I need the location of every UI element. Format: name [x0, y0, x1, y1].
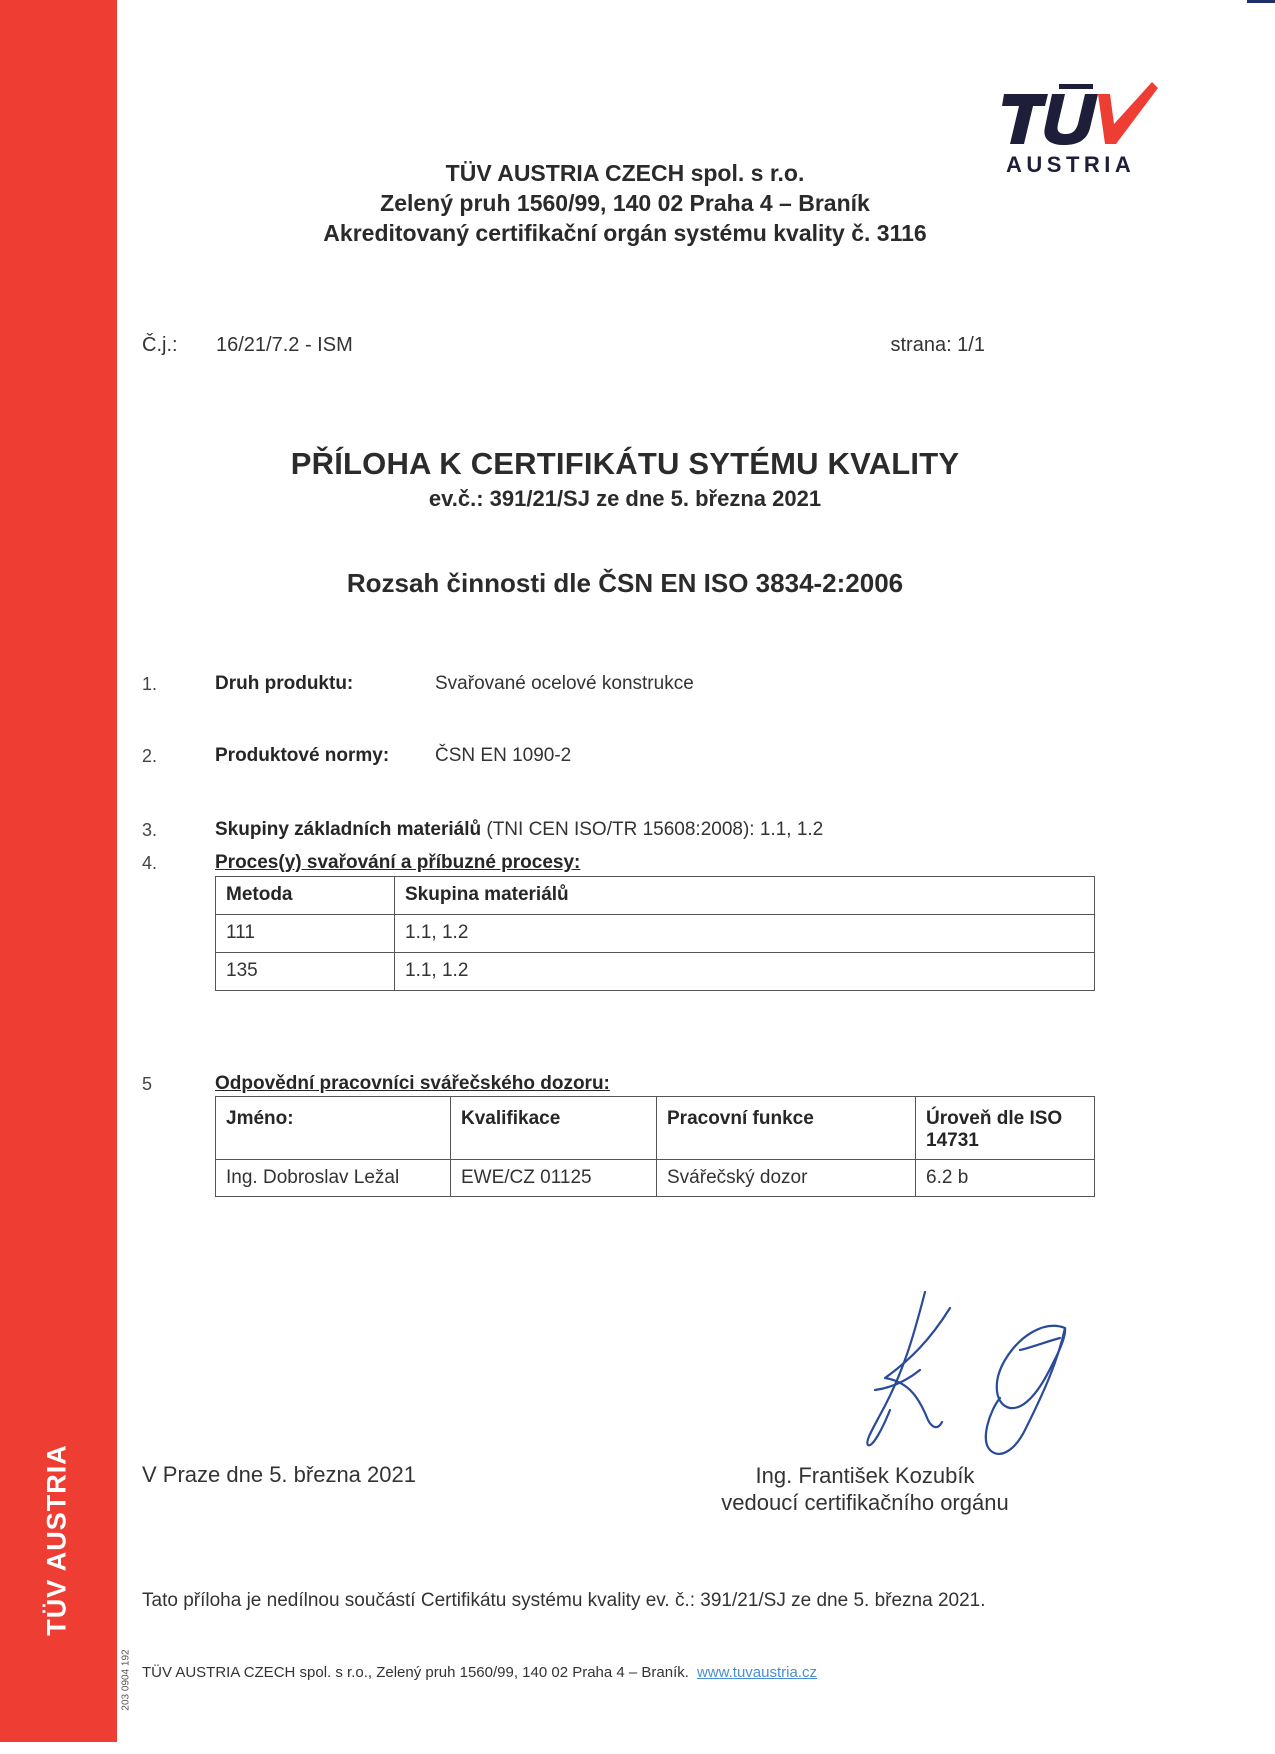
- accreditation-line: Akreditovaný certifikační orgán systému kvality č. 3116: [323, 220, 927, 246]
- scope-heading: Rozsah činnosti dle ČSN EN ISO 3834-2:2006: [346, 568, 904, 598]
- reference-number: 16/21/7.2 - ISM: [216, 334, 353, 356]
- sidebar-red-band: [0, 0, 117, 1742]
- staff-table: [215, 1096, 1095, 1197]
- issuer-header: [230, 158, 1020, 248]
- table-cell: Ing. Dobroslav Ležal: [216, 1160, 451, 1197]
- title-main: PŘÍLOHA K CERTIFIKÁTU SYTÉMU KVALITY: [290, 446, 960, 481]
- column-header: Jméno:: [216, 1097, 451, 1160]
- logo-text-austria: AUSTRIA: [1006, 152, 1136, 177]
- signer-role: vedoucí certifikačního orgánu: [721, 1490, 1009, 1515]
- item-3-value: (TNI CEN ISO/TR 15608:2008): 1.1, 1.2: [481, 819, 824, 840]
- item-3-number: 3.: [142, 820, 158, 840]
- item-3-label: Skupiny základních materiálů: [215, 819, 482, 840]
- item-4-label: Proces(y) svařování a příbuzné procesy:: [215, 852, 581, 873]
- page-number: strana: 1/1: [890, 334, 985, 356]
- item-2-number: 2.: [142, 746, 158, 766]
- sidebar-brand-text: TÜV AUSTRIA: [41, 1444, 72, 1636]
- document-title: [200, 446, 1050, 512]
- company-name: TÜV AUSTRIA CZECH spol. s r.o.: [445, 160, 805, 186]
- signer-block: [700, 1462, 1030, 1516]
- column-header: Metoda: [216, 877, 395, 915]
- table-cell: 135: [216, 953, 395, 991]
- website-link[interactable]: www.tuvaustria.cz: [696, 1664, 817, 1681]
- footer-address: TÜV AUSTRIA CZECH spol. s r.o., Zelený pruh 1560/99, 140 02 Praha 4 – Braník.: [142, 1664, 689, 1681]
- signer-name: Ing. František Kozubík: [755, 1463, 975, 1488]
- table-header-row: [216, 1097, 1095, 1160]
- reference-label: Č.j.:: [142, 334, 178, 356]
- tuv-logo-icon: [1002, 82, 1162, 152]
- item-5-number: 5: [142, 1074, 153, 1094]
- table-cell: 1.1, 1.2: [395, 953, 1095, 991]
- table-row: [216, 1160, 1095, 1197]
- tuv-austria-logo: [1002, 82, 1162, 182]
- column-header: Kvalifikace: [451, 1097, 657, 1160]
- item-3-line: [215, 819, 823, 841]
- column-header: Úroveň dle ISO 14731: [916, 1097, 1095, 1160]
- table-row: [216, 915, 1095, 953]
- table-cell: 111: [216, 915, 395, 953]
- item-5-label: Odpovědní pracovníci svářečského dozoru:: [215, 1073, 610, 1094]
- process-table: [215, 876, 1095, 991]
- handwritten-signature: [820, 1290, 1100, 1470]
- corner-mark: [1247, 0, 1275, 3]
- table-cell: Svářečský dozor: [657, 1160, 916, 1197]
- item-2-label: Produktové normy:: [215, 745, 390, 766]
- item-1-number: 1.: [142, 674, 158, 694]
- title-certificate-number: ev.č.: 391/21/SJ ze dne 5. března 2021: [428, 486, 822, 511]
- column-header: Pracovní funkce: [657, 1097, 916, 1160]
- item-2-value: ČSN EN 1090-2: [435, 745, 572, 766]
- table-cell: 1.1, 1.2: [395, 915, 1095, 953]
- table-header-row: [216, 877, 1095, 915]
- form-code: 203 0904 192: [120, 1649, 132, 1711]
- table-cell: EWE/CZ 01125: [451, 1160, 657, 1197]
- annex-note: Tato příloha je nedílnou součástí Certifikátu systému kvality ev. č.: 391/21/SJ ze dne 5. března 2021.: [142, 1590, 986, 1611]
- item-1-value: Svařované ocelové konstrukce: [435, 673, 694, 694]
- column-header: Skupina materiálů: [395, 877, 1095, 915]
- footer: [142, 1664, 817, 1681]
- item-4-number: 4.: [142, 853, 158, 873]
- table-cell: 6.2 b: [916, 1160, 1095, 1197]
- item-1-label: Druh produktu:: [215, 673, 354, 694]
- place-and-date: V Praze dne 5. března 2021: [142, 1462, 416, 1487]
- table-row: [216, 953, 1095, 991]
- company-address: Zelený pruh 1560/99, 140 02 Praha 4 – Braník: [380, 190, 870, 216]
